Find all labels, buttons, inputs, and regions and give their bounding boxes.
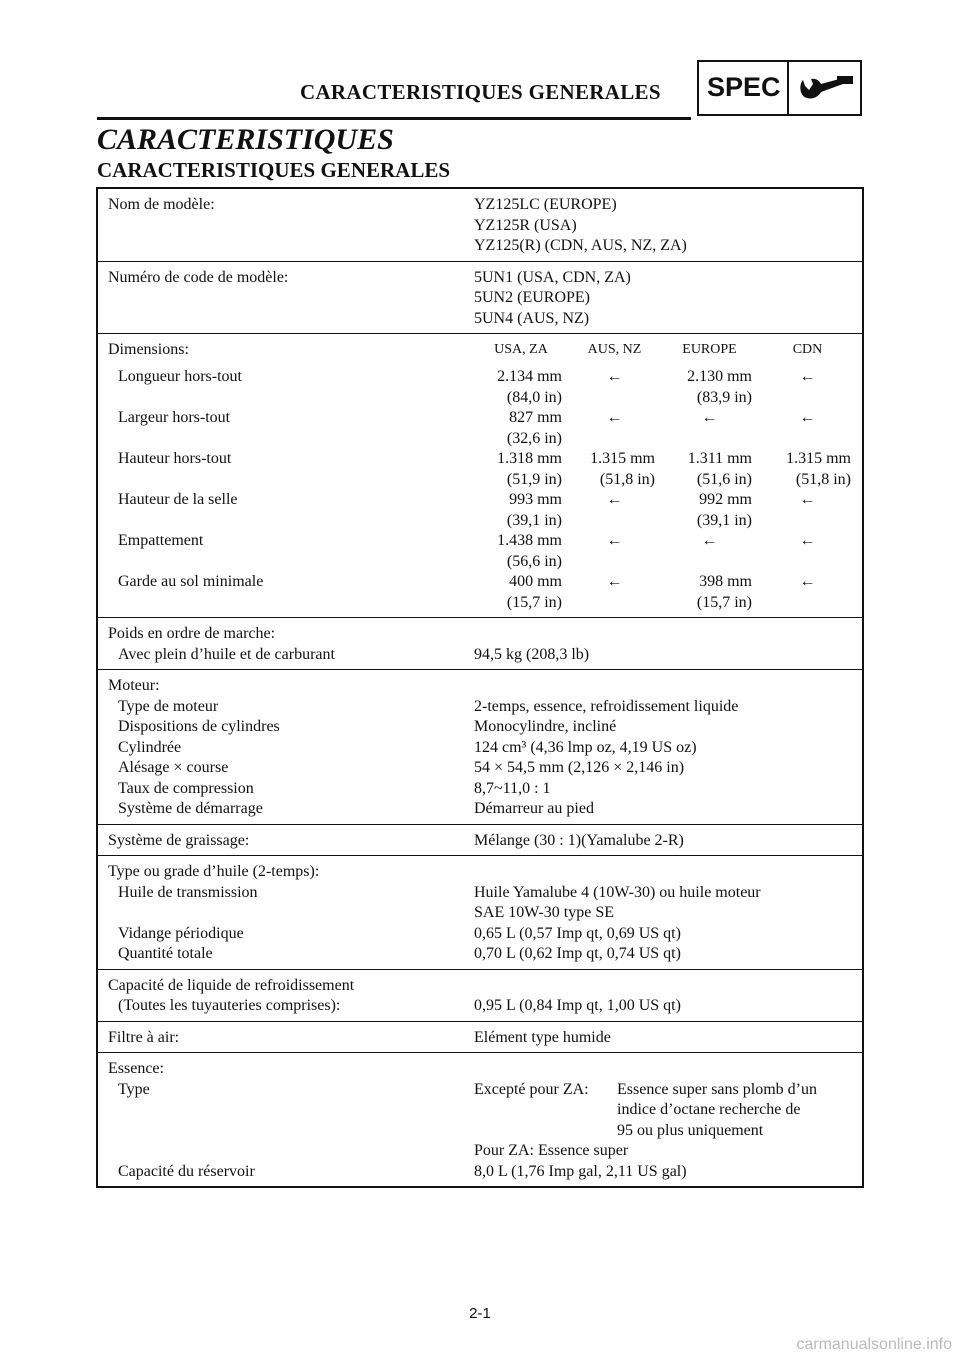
fuel-tank-label: Capacité du réservoir — [118, 1162, 255, 1180]
fuel-except-label: Excepté pour ZA: — [474, 1080, 589, 1098]
dim-row-label: Garde au sol minimale — [118, 573, 264, 590]
section-heading: CARACTERISTIQUES — [97, 123, 394, 156]
dim-cell-mm: ← — [799, 532, 816, 549]
dim-cell-mm: 1.311 mm — [687, 450, 752, 467]
oil-periodic-label: Vidange périodique — [118, 924, 244, 942]
dim-col-header: EUROPE — [682, 342, 737, 357]
engine-item-value: 124 cm³ (4,36 lmp oz, 4,19 US oz) — [474, 738, 697, 756]
engine-item-value: 8,7~11,0 : 1 — [474, 779, 551, 797]
row-lubrication — [98, 824, 862, 856]
model-value: YZ125LC (EUROPE) — [474, 196, 617, 213]
dim-cell-mm: 400 mm — [509, 573, 562, 590]
dim-cell — [568, 408, 661, 449]
dim-cell-in: (51,9 in) — [506, 470, 562, 488]
dim-row-label: Hauteur de la selle — [118, 491, 238, 508]
subsection-heading: CARACTERISTIQUES GENERALES — [97, 158, 451, 182]
engine-item-label: Type de moteur — [118, 697, 219, 715]
spec-badge-text: SPEC — [707, 72, 781, 102]
dim-cell-mm: ← — [701, 532, 718, 549]
dim-cell-in: (51,8 in) — [795, 470, 851, 488]
dim-cell — [568, 367, 661, 408]
engine-item-label: Taux de compression — [118, 779, 254, 797]
dim-cell-mm: 2.134 mm — [497, 368, 562, 385]
lubrication-value: Mélange (30 : 1)(Yamalube 2-R) — [474, 831, 684, 849]
weight-sublabel: Avec plein d’huile et de carburant — [118, 645, 335, 663]
oil-periodic-value: 0,65 L (0,57 Imp qt, 0,69 US qt) — [474, 924, 681, 942]
dim-cell-mm: ← — [606, 491, 623, 508]
dim-cell — [661, 490, 758, 531]
dim-cell-mm: 1.438 mm — [497, 532, 562, 549]
dim-cell — [474, 572, 568, 613]
dim-cell — [661, 531, 758, 572]
dim-cell — [474, 367, 568, 408]
page-number: 2-1 — [469, 1305, 491, 1322]
dim-cell-in: (84,0 in) — [506, 388, 562, 406]
dim-cell-mm: ← — [701, 409, 718, 426]
spec-badge — [697, 60, 862, 116]
model-code-value: 5UN4 (AUS, NZ) — [474, 309, 590, 327]
dim-cell-in: (51,8 in) — [599, 470, 655, 488]
dim-cell — [568, 490, 661, 531]
air-filter-label: Filtre à air: — [108, 1028, 180, 1046]
weight-label: Poids en ordre de marche: — [108, 625, 276, 642]
dim-row — [474, 572, 862, 613]
dim-cell-mm: 1.318 mm — [497, 450, 562, 467]
dim-cell-in: (39,1 in) — [696, 511, 752, 529]
dim-cell — [758, 408, 857, 449]
dim-cell — [661, 408, 758, 449]
wrench-icon — [797, 70, 857, 108]
dim-cell-mm: 1.315 mm — [786, 450, 851, 467]
dim-cell — [474, 531, 568, 572]
dim-row-label: Longueur hors-tout — [118, 368, 242, 385]
dim-cell-mm: 1.315 mm — [590, 450, 655, 467]
dim-cell-mm: ← — [799, 491, 816, 508]
engine-label: Moteur: — [108, 677, 160, 694]
model-code-label: Numéro de code de modèle: — [108, 268, 289, 286]
fuel-except-value: Essence super sans plomb d’un — [617, 1080, 817, 1098]
fuel-except-value: indice d’octane recherche de — [617, 1101, 801, 1118]
dim-row — [474, 449, 862, 490]
dim-cell — [661, 449, 758, 490]
oil-trans-label: Huile de transmission — [118, 883, 258, 901]
dim-row-label: Empattement — [118, 532, 204, 549]
dim-cell-mm: ← — [799, 409, 816, 426]
dim-cell-mm: ← — [606, 573, 623, 590]
model-value: YZ125R (USA) — [474, 216, 577, 234]
dim-cell — [474, 490, 568, 531]
dim-row — [474, 490, 862, 531]
spec-badge-divider — [787, 62, 789, 114]
row-weight — [98, 617, 862, 669]
engine-item-value: 2-temps, essence, refroidissement liquide — [474, 697, 739, 715]
row-coolant — [98, 969, 862, 1021]
fuel-label: Essence: — [108, 1060, 164, 1077]
header-rule — [97, 117, 691, 120]
dim-cell — [474, 449, 568, 490]
weight-value: 94,5 kg (208,3 lb) — [474, 645, 590, 663]
dim-cell — [758, 572, 857, 613]
dim-cell — [758, 490, 857, 531]
oil-total-label: Quantité totale — [118, 945, 213, 962]
engine-item-value: Démarreur au pied — [474, 800, 594, 817]
dim-cell-mm: 992 mm — [699, 491, 752, 508]
dim-cell-mm: ← — [606, 368, 623, 385]
dim-row-label: Hauteur hors-tout — [118, 450, 232, 467]
oil-label: Type ou grade d’huile (2-temps): — [108, 863, 320, 880]
dim-row-label: Largeur hors-tout — [118, 409, 231, 426]
row-engine — [98, 669, 862, 824]
dim-cell — [568, 449, 661, 490]
dim-cell-mm: 827 mm — [509, 409, 562, 426]
model-label: Nom de modèle: — [108, 196, 215, 213]
dim-cell-mm: ← — [606, 532, 623, 549]
dim-cell — [758, 531, 857, 572]
oil-trans-value: Huile Yamalube 4 (10W-30) ou huile moteur — [474, 883, 761, 901]
engine-item-label: Alésage × course — [118, 759, 229, 776]
dim-row — [474, 367, 862, 408]
row-model-code — [98, 261, 862, 334]
engine-item-label: Système de démarrage — [118, 800, 263, 817]
fuel-za-value: Pour ZA: Essence super — [474, 1142, 629, 1159]
dim-col-header: AUS, NZ — [587, 342, 642, 357]
dim-cell-mm: ← — [799, 368, 816, 385]
dim-cell-in: (83,9 in) — [696, 388, 752, 406]
dim-cell — [661, 572, 758, 613]
dim-cell — [758, 449, 857, 490]
dim-cell-mm: 398 mm — [699, 573, 752, 590]
dim-col-header: USA, ZA — [494, 342, 548, 357]
engine-item-value: 54 × 54,5 mm (2,126 × 2,146 in) — [474, 759, 685, 776]
dim-cell-mm: ← — [799, 573, 816, 590]
engine-item-label: Cylindrée — [118, 738, 182, 756]
dim-cell-mm: ← — [606, 409, 623, 426]
spec-table — [96, 187, 864, 1188]
dim-cell — [568, 572, 661, 613]
oil-trans-value: SAE 10W-30 type SE — [474, 904, 614, 921]
lubrication-label: Système de graissage: — [108, 831, 250, 849]
oil-total-value: 0,70 L (0,62 Imp qt, 0,74 US qt) — [474, 945, 681, 962]
air-filter-value: Elément type humide — [474, 1028, 611, 1046]
dim-cell-mm: 993 mm — [509, 491, 562, 508]
row-oil — [98, 855, 862, 969]
fuel-except-value: 95 ou plus uniquement — [617, 1121, 764, 1139]
dim-row — [474, 408, 862, 449]
coolant-label: Capacité de liquide de refroidissement — [108, 976, 355, 994]
row-fuel — [98, 1052, 862, 1186]
dim-col-header: CDN — [792, 342, 823, 357]
dim-cell — [661, 367, 758, 408]
coolant-sublabel: (Toutes les tuyauteries comprises): — [118, 997, 341, 1014]
dim-cell — [474, 408, 568, 449]
dim-row — [474, 531, 862, 572]
dim-cell-in: (15,7 in) — [506, 593, 562, 611]
row-dimensions — [98, 333, 862, 617]
row-air-filter — [98, 1021, 862, 1053]
dim-cell — [568, 531, 661, 572]
fuel-type-label: Type — [118, 1080, 150, 1098]
engine-item-value: Monocylindre, incliné — [474, 718, 617, 735]
watermark: carmanualsonline.info — [796, 1336, 952, 1353]
page-header-title: CARACTERISTIQUES GENERALES — [300, 80, 661, 104]
model-code-value: 5UN1 (USA, CDN, ZA) — [474, 268, 631, 286]
dim-cell — [758, 367, 857, 408]
engine-item-label: Dispositions de cylindres — [118, 718, 280, 735]
coolant-value: 0,95 L (0,84 Imp qt, 1,00 US qt) — [474, 997, 681, 1014]
dim-cell-in: (56,6 in) — [506, 552, 562, 570]
dim-cell-in: (32,6 in) — [506, 429, 562, 447]
dimensions-label: Dimensions: — [108, 341, 189, 358]
dim-cell-in: (39,1 in) — [506, 511, 562, 529]
fuel-tank-value: 8,0 L (1,76 Imp gal, 2,11 US gal) — [474, 1162, 687, 1180]
model-code-value: 5UN2 (EUROPE) — [474, 289, 590, 306]
dim-cell-in: (15,7 in) — [696, 593, 752, 611]
dim-cell-in: (51,6 in) — [696, 470, 752, 488]
row-model — [98, 189, 862, 261]
dim-cell-mm: 2.130 mm — [687, 368, 752, 385]
model-value: YZ125(R) (CDN, AUS, NZ, ZA) — [474, 237, 687, 254]
